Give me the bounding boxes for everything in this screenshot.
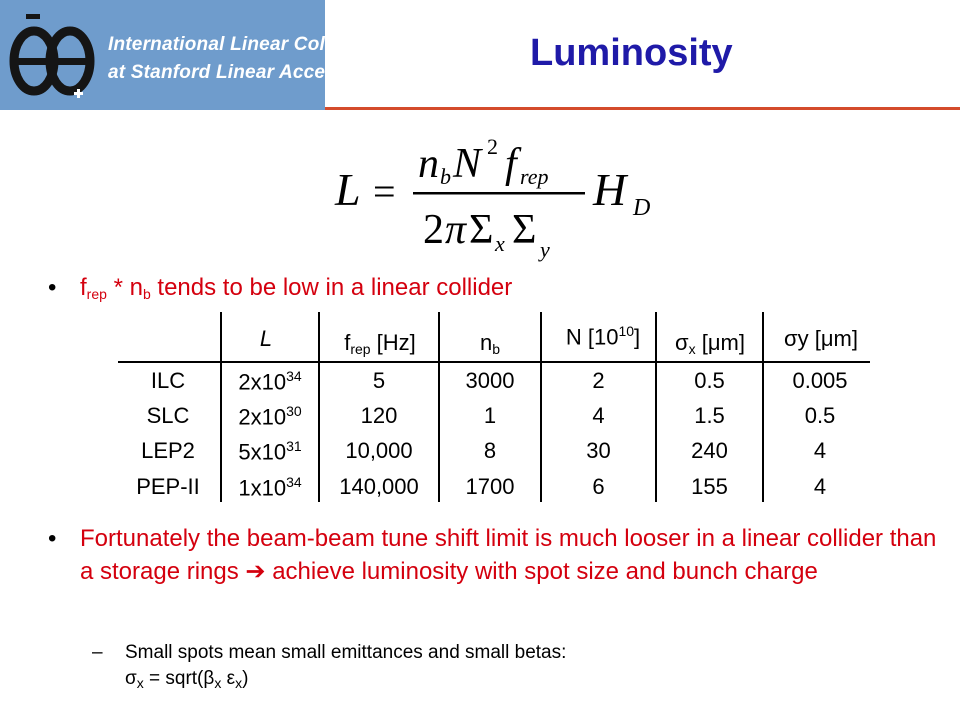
svg-text:n: n <box>418 141 439 187</box>
ee-collision-logo-icon <box>4 6 100 106</box>
row-luminosity: $2x10^{34}$ <box>238 368 302 395</box>
bullet-dot: • <box>48 525 57 552</box>
row-name: ILC <box>150 368 186 393</box>
row-frep: 5 <box>372 368 386 393</box>
header-sigma-x: $\sigma_x$ [μm] <box>675 330 745 357</box>
formula-equals: = <box>373 169 396 214</box>
row-N: 4 <box>592 403 605 428</box>
bullet-text: Fortunately the beam-beam tune shift limit is much looser in a linear collider than a storage rings ➔ achieve luminosity with spot size and bunch charge <box>80 525 937 585</box>
svg-text:Σ: Σ <box>512 207 537 253</box>
bullet-dot: • <box>48 274 57 301</box>
row-frep: 10,000 <box>345 438 413 463</box>
svg-text:2: 2 <box>487 134 498 159</box>
title-rule <box>325 107 960 110</box>
row-nb: 1700 <box>465 474 515 499</box>
header-frep: $f_{rep}$ [Hz] <box>344 330 416 357</box>
sub-bullet-line-2: $\sigma_x$ = $sqrt(\beta_x$ $\varepsilon_x$) <box>125 668 249 691</box>
svg-text:f: f <box>505 141 517 187</box>
row-luminosity: $1x10^{34}$ <box>238 474 302 501</box>
row-name: LEP2 <box>141 438 195 463</box>
row-sigma-x: 0.5 <box>694 368 725 393</box>
header-sigma-y: σy [μm] <box>784 326 858 351</box>
svg-text:Σ: Σ <box>469 207 494 253</box>
row-nb: 1 <box>483 403 497 428</box>
page-title: Luminosity <box>530 32 733 74</box>
row-sigma-x: 240 <box>691 438 728 463</box>
sub-bullet-line-1: Small spots mean small emittances and small betas: <box>125 642 567 663</box>
row-sigma-x: 155 <box>691 474 728 499</box>
svg-text:D: D <box>633 195 651 221</box>
row-sigma-x: 1.5 <box>694 403 725 428</box>
row-name: SLC <box>146 403 190 428</box>
row-frep: 120 <box>360 403 398 428</box>
logo-line-1: International Linear Collider <box>108 34 367 55</box>
row-luminosity: $2x10^{30}$ <box>238 403 302 430</box>
row-N: 30 <box>586 438 611 463</box>
row-sigma-y: 4 <box>813 438 827 463</box>
header-nb: $n_b$ <box>479 330 501 357</box>
formula-lhs: L <box>335 164 361 215</box>
row-frep: 140,000 <box>339 474 419 499</box>
row-name: PEP-II <box>136 474 200 499</box>
svg-text:b: b <box>440 164 451 189</box>
row-sigma-y: 0.005 <box>792 368 848 393</box>
svg-text:2: 2 <box>423 207 444 253</box>
row-sigma-y: 4 <box>813 474 827 499</box>
svg-text:x: x <box>495 231 505 256</box>
svg-text:π: π <box>445 207 467 253</box>
row-luminosity: $5x10^{31}$ <box>238 438 302 465</box>
bullet-text: $f_{rep} * n_b$ tends to be low in a linear collider <box>80 274 513 302</box>
svg-text:y: y <box>540 237 550 262</box>
logo-line-2: at Stanford Linear Accelerator Center <box>108 62 453 83</box>
row-sigma-y: 0.5 <box>804 403 836 428</box>
sub-bullet-dash: – <box>92 642 103 663</box>
header-L: L <box>259 326 273 351</box>
row-N: 6 <box>592 474 605 499</box>
luminosity-formula <box>335 125 675 260</box>
ilc-logo <box>0 0 453 110</box>
right-arrow-icon: ➔ <box>245 558 266 585</box>
svg-text:N: N <box>453 141 482 187</box>
row-nb: 3000 <box>465 368 515 393</box>
svg-text:rep: rep <box>520 164 549 189</box>
svg-text:H: H <box>593 164 627 215</box>
row-nb: 8 <box>483 438 497 463</box>
header-N: N $[10^{10}]$ <box>565 323 641 350</box>
row-N: 2 <box>592 368 605 393</box>
table-header-divider <box>118 361 870 363</box>
